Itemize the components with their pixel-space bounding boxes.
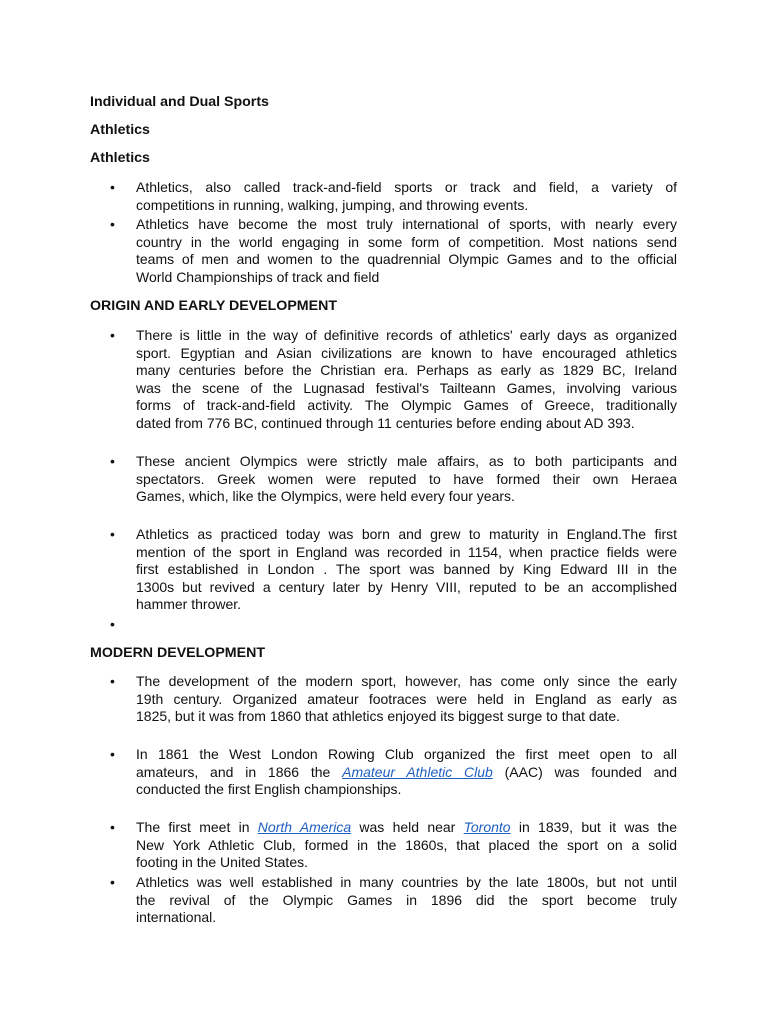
bullet-marker: • [110,874,115,890]
bullet-marker: • [110,453,115,469]
bullet-marker: • [110,179,115,195]
bullet-marker: • [110,327,115,343]
list-item-modern-3: The first meet in North America was held near Toronto in 1839, but it was the New York Athletic Club, formed in the 1860s, that placed the sport on a solid footing in the United States. [136,819,677,871]
section-heading-athletics-2: Athletics [90,150,150,166]
list-item-modern-1: The development of the modern sport, however, has come only since the early 19th century. Organized amateur footraces were held in England as early as 1825, but it was from 1860 that athletics enjoyed its biggest surge to that date. [136,673,677,725]
list-item-modern-4: Athletics was well established in many countries by the late 1800s, but not until the revival of the Olympic Games in 1896 did the sport become truly international. [136,874,677,926]
list-item-origin-2: These ancient Olympics were strictly male affairs, as to both participants and spectators. Greek women were reputed to have formed their own Heraea Games, which, like the Olympics, were held every four years. [136,453,677,505]
toronto-link[interactable]: Toronto [463,819,511,835]
list-item-origin-3: Athletics as practiced today was born and grew to maturity in England.The first mention of the sport in England was recorded in 1154, when practice fields were first established in London . The sport was banned by King Edward III in the 1300s but revived a century later by Henry VIII, reputed to be an accomplished hammer thrower. [136,526,677,613]
amateur-athletic-club-link[interactable]: Amateur Athletic Club [342,763,493,780]
bullet-marker: • [110,819,115,835]
bullet-marker: • [110,746,115,762]
bullet-marker: • [110,526,115,542]
section-heading-athletics: Athletics [90,122,150,138]
list-item-origin-1: There is little in the way of definitive records of athletics' early days as organized sport. Egyptian and Asian civilizations are known to have encouraged athletics many centuries before the Christian era. Perhaps as early as 1829 BC, Ireland was the scene of the Lugnasad festival's Tailteann Games, involving various forms of track-and-field activity. The Olympic Games of Greece, traditionally dated from 776 BC, continued through 11 centuries before ending about AD 393. [136,327,677,431]
bullet-marker-empty: • [110,616,115,632]
bullet-marker: • [110,673,115,689]
north-america-link[interactable]: North America [257,819,352,835]
list-item-modern-2: In 1861 the West London Rowing Club organized the first meet open to all amateurs, and in 1866 the Amateur Athletic Club (AAC) was founded and conducted the first English championships. [136,746,678,798]
bullet-marker: • [110,216,115,232]
list-item-intro-2: Athletics have become the most truly international of sports, with nearly every country in the world engaging in some form of competition. Most nations send teams of men and women to the quadrennial Olympic Games and to the official World Championships of track and field [136,216,677,285]
section-heading-origin: ORIGIN AND EARLY DEVELOPMENT [90,298,337,314]
section-heading-modern: MODERN DEVELOPMENT [90,645,265,661]
list-item-intro-1: Athletics, also called track-and-field sports or track and field, a variety of competitions in running, walking, jumping, and throwing events. [136,179,677,213]
document-title: Individual and Dual Sports [90,94,269,110]
